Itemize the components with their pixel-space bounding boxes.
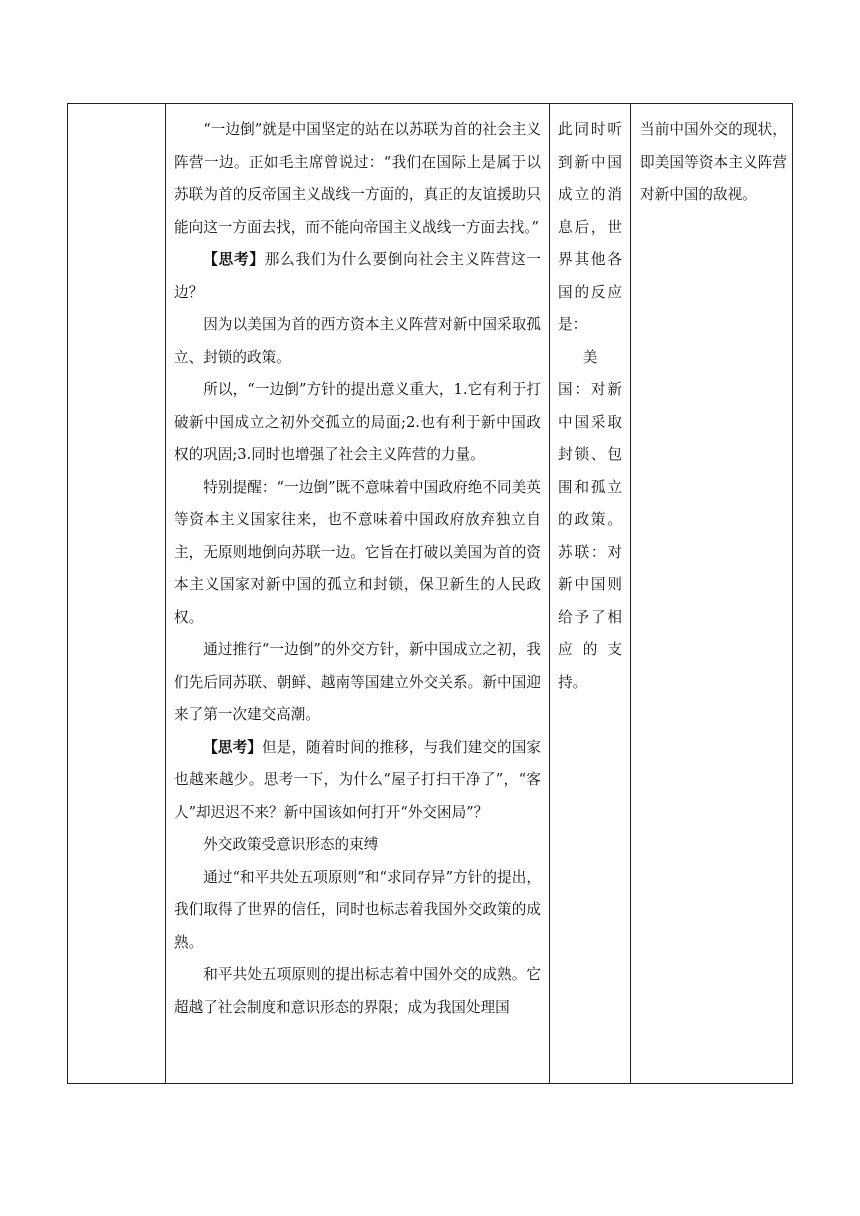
text-line: 此同时听 xyxy=(558,121,622,138)
column-divider xyxy=(630,104,631,1083)
think-label: 【思考】 xyxy=(203,251,265,268)
paragraph: 通过推行“一边倒”的外交方针，新中国成立之初，我们先后同苏联、朝鲜、越南等国建立外交关系。新中国迎来了第一次建交高潮。 xyxy=(174,641,541,723)
text-line: 应的支 xyxy=(558,641,622,658)
design-intent-column xyxy=(631,104,793,212)
text-line: 新中国则 xyxy=(558,576,622,593)
text-line: 封锁、包 xyxy=(558,446,622,463)
text-line: 的政策。 xyxy=(558,511,622,528)
paragraph: 当前中国外交的现状，即美国等资本主义阵营对新中国的敌视。 xyxy=(640,121,787,203)
text-line: 息后，世 xyxy=(558,218,622,236)
paragraph-text: 那么我们为什么要倒向社会主义阵营这一边？ xyxy=(174,251,541,301)
text-line: 围和孤立 xyxy=(558,478,622,496)
text-line: 到新中国 xyxy=(558,153,622,171)
text-line: 界其他各 xyxy=(558,251,622,268)
text-line: 持。 xyxy=(558,673,588,691)
text-line: 中国采取 xyxy=(558,413,622,431)
text-line: 是： xyxy=(558,316,588,333)
text-line: 苏联：对 xyxy=(558,543,622,561)
text-line: 美 xyxy=(582,348,598,366)
text-line: 国：对新 xyxy=(558,381,622,398)
text-line: 给予了相 xyxy=(558,608,622,626)
think-label: 【思考】 xyxy=(203,738,262,756)
paragraph: 所以，“一边倒”方针的提出意义重大，1.它有利于打破新中国成立之初外交孤立的局面;2.也有利于新中国政权的巩固;3.同时也增强了社会主义阵营的力量。 xyxy=(174,381,541,463)
student-activity-column xyxy=(550,104,630,699)
paragraph: 特别提醒：“一边倒”既不意味着中国政府绝不同美英等资本主义国家往来，也不意味着中国政府放弃独立自主，无原则地倒向苏联一边。它旨在打破以美国为首的资本主义国家对新中国的孤立和封锁，保卫新生的人民政权。 xyxy=(174,478,541,626)
paragraph xyxy=(174,732,541,830)
paragraph: 外交政策受意识形态的束缚 xyxy=(203,836,379,853)
paragraph: 通过“和平共处五项原则”和“求同存异”方针的提出，我们取得了世界的信任，同时也标志着我国外交政策的成熟。 xyxy=(174,868,541,951)
teaching-content-column xyxy=(166,104,549,1024)
text-line: 国的反应 xyxy=(558,283,622,301)
paragraph: “一边倒”就是中国坚定的站在以苏联为首的社会主义阵营一边。正如毛主席曾说过：“我们在国际上是属于以苏联为首的反帝国主义战线一方面的，真正的友谊援助只能向这一方面去找，而不能向帝国主义战线一方面去找。” xyxy=(174,121,541,236)
paragraph xyxy=(174,244,541,309)
content-table xyxy=(67,103,793,1084)
text-line: 成立的消 xyxy=(558,186,622,203)
paragraph-text: 但是，随着时间的推移，与我们建交的国家也越来越少。思考一下，为什么“屋子打扫干净了”，“客人”却迟迟不来？新中国该如何打开“外交困局”？ xyxy=(174,738,541,821)
paragraph: 因为以美国为首的西方资本主义阵营对新中国采取孤立、封锁的政策。 xyxy=(174,316,541,366)
paragraph: 和平共处五项原则的提出标志着中国外交的成熟。它超越了社会制度和意识形态的界限；成为我国处理国 xyxy=(174,966,541,1016)
